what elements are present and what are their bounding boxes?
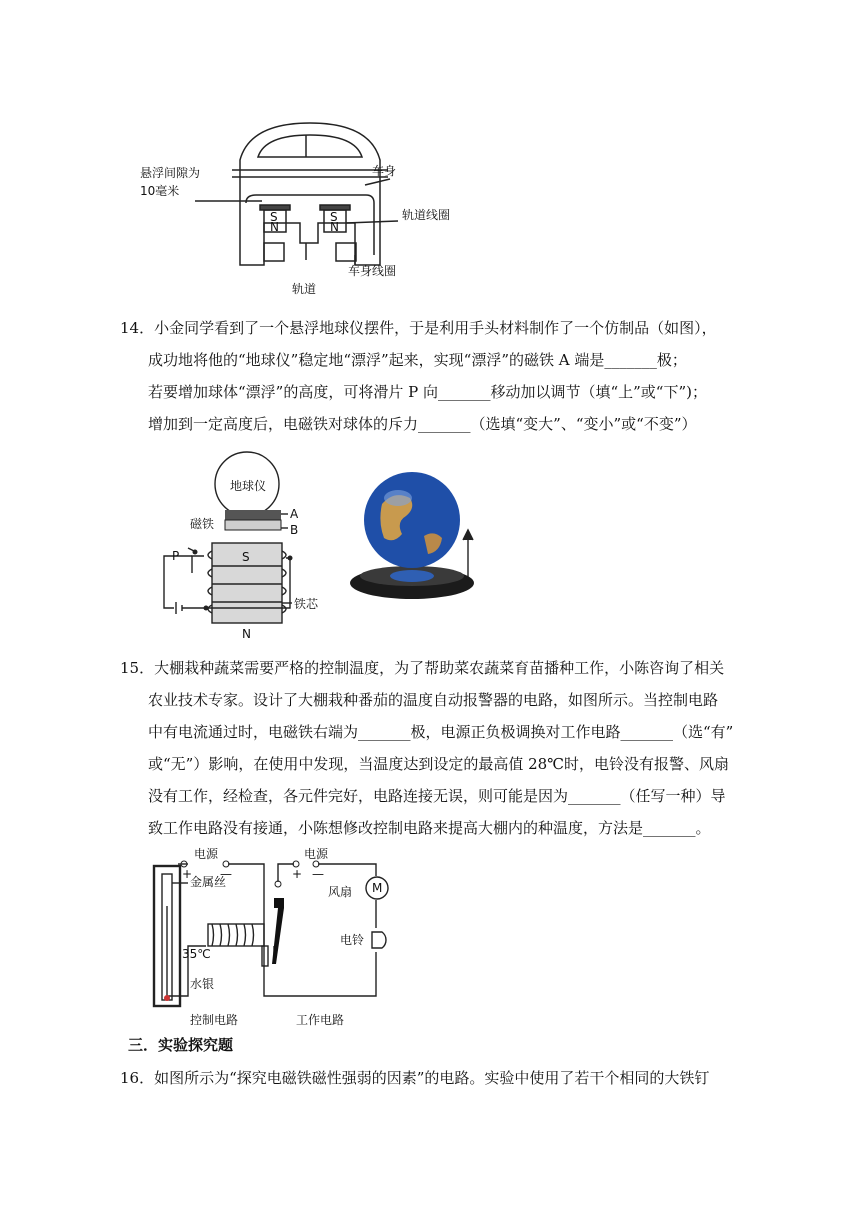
question-15 [120, 652, 760, 844]
magnet-pole-n-right: N [330, 220, 339, 234]
work-minus: — [312, 867, 324, 881]
q15-line2: 农业技术专家。设计了大棚栽种番茄的温度自动报警器的电路，如图所示。当控制电路 [148, 691, 719, 709]
control-circuit-label: 控制电路 [190, 1013, 239, 1027]
magnet-pole-s-right: S [330, 210, 338, 224]
core-label: 铁芯 [294, 597, 319, 611]
q14-line2: 成功地将他的“地球仪”稳定地“漂浮”起来，实现“漂浮”的磁铁 A 端是_______极； [148, 351, 687, 369]
track-coil-label: 轨道线圈 [402, 208, 451, 222]
q15-line4: 或“无”）影响，在使用中发现，当温度达到设定的最高值 28℃时，电铃没有报警、风扇 [148, 755, 729, 773]
q16-line1: 16．如图所示为“探究电磁铁磁性强弱的因素”的电路。实验中使用了若干个相同的大铁钉 [120, 1069, 710, 1087]
slider-p-label: P [172, 549, 180, 563]
work-circuit-label: 工作电路 [296, 1013, 345, 1027]
track-label: 轨道 [292, 282, 317, 296]
mercury-label: 水银 [190, 977, 215, 991]
metal-wire-label: 金属丝 [190, 875, 227, 889]
body-label: 车身 [372, 164, 397, 178]
alarm-circuit-diagram [148, 846, 408, 1031]
gap-label-line1: 悬浮间隙为 [140, 166, 201, 180]
bell-label: 电铃 [340, 933, 365, 947]
core-pole-n-label: N [242, 627, 251, 641]
q15-line1: 15．大棚栽种蔬菜需要严格的控制温度，为了帮助菜农蔬菜育苗播种工作，小陈咨询了相关 [120, 659, 725, 677]
maglev-diagram [140, 115, 460, 300]
magnet-pole-n-left: N [270, 220, 279, 234]
levitating-globe-diagram [150, 448, 530, 643]
question-16 [120, 1062, 760, 1094]
work-plus: + [292, 867, 303, 881]
globe-photo [350, 472, 474, 599]
section-3-heading: 三．实验探究题 [128, 1036, 234, 1054]
magnet-pole-s-left: S [270, 210, 278, 224]
body-coil-label: 车身线圈 [348, 264, 397, 278]
gap-label-line2: 10毫米 [140, 184, 180, 198]
core-pole-s-label: S [242, 550, 250, 564]
globe-label: 地球仪 [230, 479, 267, 493]
control-plus: + [182, 867, 193, 881]
end-b-label: B [290, 523, 299, 537]
q15-line3: 中有电流通过时，电磁铁右端为_______极，电源正负极调换对工作电路_______（选“有” [148, 723, 734, 741]
question-14 [120, 312, 760, 440]
magnet-label: 磁铁 [190, 517, 215, 531]
q14-line1: 14．小金同学看到了一个悬浮地球仪摆件，于是利用手头材料制作了一个仿制品（如图）， [120, 319, 717, 337]
motor-symbol: M [372, 881, 383, 895]
q14-line4: 增加到一定高度后，电磁铁对球体的斥力_______（选填“变大”、“变小”或“不变”） [148, 415, 697, 433]
end-a-label: A [290, 507, 299, 521]
control-power-label: 电源 [194, 847, 219, 861]
q14-line3: 若要增加球体“漂浮”的高度，可将滑片 P 向_______移动加以调节（填“上”或“下”)； [148, 383, 707, 401]
temp-mark-label: 35℃ [182, 947, 211, 961]
q15-line5: 没有工作，经检查，各元件完好，电路连接无误，则可能是因为_______（任写一种）导 [148, 787, 726, 805]
control-minus: — [220, 867, 232, 881]
work-power-label: 电源 [304, 847, 329, 861]
fan-label: 风扇 [328, 885, 353, 899]
q15-line6: 致工作电路没有接通，小陈想修改控制电路来提高大棚内的种温度，方法是_______。 [148, 819, 711, 837]
